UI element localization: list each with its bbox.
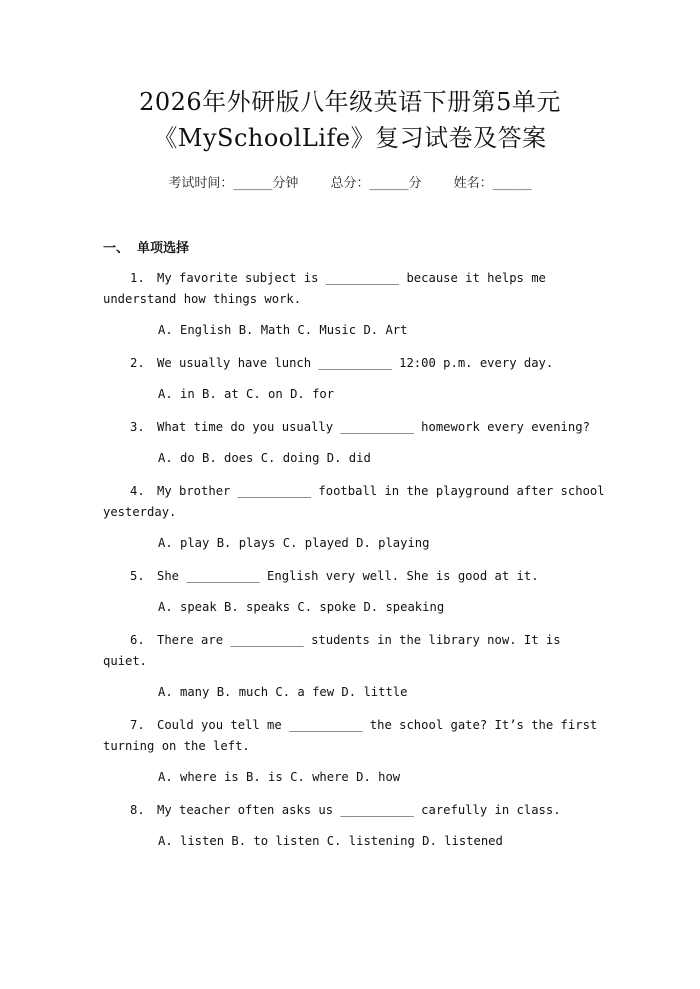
question-7 bbox=[103, 715, 610, 757]
question-number: 3. bbox=[130, 420, 145, 434]
question-8 bbox=[103, 800, 610, 821]
question-number: 4. bbox=[130, 484, 145, 498]
section-number: 一、 bbox=[103, 241, 130, 256]
exam-time: 考试时间：______分钟 bbox=[168, 176, 299, 191]
exam-meta bbox=[90, 172, 610, 191]
question-number: 8. bbox=[130, 803, 145, 817]
question-4 bbox=[103, 481, 610, 523]
question-2-options: A. in B. at C. on D. for bbox=[158, 387, 335, 401]
question-number: 2. bbox=[130, 356, 145, 370]
question-5 bbox=[103, 566, 610, 587]
question-1-options: A. English B. Math C. Music D. Art bbox=[158, 323, 408, 337]
question-7-options: A. where is B. is C. where D. how bbox=[158, 770, 401, 784]
question-1 bbox=[103, 268, 610, 310]
question-text: She __________ English very well. She is good at it. bbox=[157, 569, 539, 583]
exam-name: 姓名：______ bbox=[453, 176, 532, 191]
question-4-options: A. play B. plays C. played D. playing bbox=[158, 536, 430, 550]
question-text: My brother __________ football in the playground after school yesterday. bbox=[103, 484, 605, 519]
question-text: We usually have lunch __________ 12:00 p.m. every day. bbox=[157, 356, 554, 370]
question-5-options: A. speak B. speaks C. spoke D. speaking bbox=[158, 600, 445, 614]
question-number: 1. bbox=[130, 271, 145, 285]
question-3-options: A. do B. does C. doing D. did bbox=[158, 451, 371, 465]
question-8-options: A. listen B. to listen C. listening D. listened bbox=[158, 834, 503, 848]
exam-score: 总分：______分 bbox=[330, 176, 422, 191]
question-text: Could you tell me __________ the school gate? It’s the first turning on the left. bbox=[103, 718, 598, 753]
section-title: 单项选择 bbox=[137, 241, 190, 256]
question-2 bbox=[103, 353, 610, 374]
question-text: My favorite subject is __________ because it helps me understand how things work. bbox=[103, 271, 546, 306]
question-text: My teacher often asks us __________ carefully in class. bbox=[157, 803, 561, 817]
question-list bbox=[103, 268, 610, 852]
question-3 bbox=[103, 417, 610, 438]
question-number: 7. bbox=[130, 718, 145, 732]
question-text: There are __________ students in the library now. It is quiet. bbox=[103, 633, 561, 668]
section-heading bbox=[103, 237, 610, 256]
question-6 bbox=[103, 630, 610, 672]
exam-title bbox=[90, 84, 610, 156]
title-line-2: 《MySchoolLife》复习试卷及答案 bbox=[153, 124, 547, 152]
question-number: 6. bbox=[130, 633, 145, 647]
question-6-options: A. many B. much C. a few D. little bbox=[158, 685, 408, 699]
question-text: What time do you usually __________ homework every evening? bbox=[157, 420, 590, 434]
question-number: 5. bbox=[130, 569, 145, 583]
exam-page bbox=[0, 84, 700, 989]
title-line-1: 2026年外研版八年级英语下册第5单元 bbox=[139, 88, 561, 116]
